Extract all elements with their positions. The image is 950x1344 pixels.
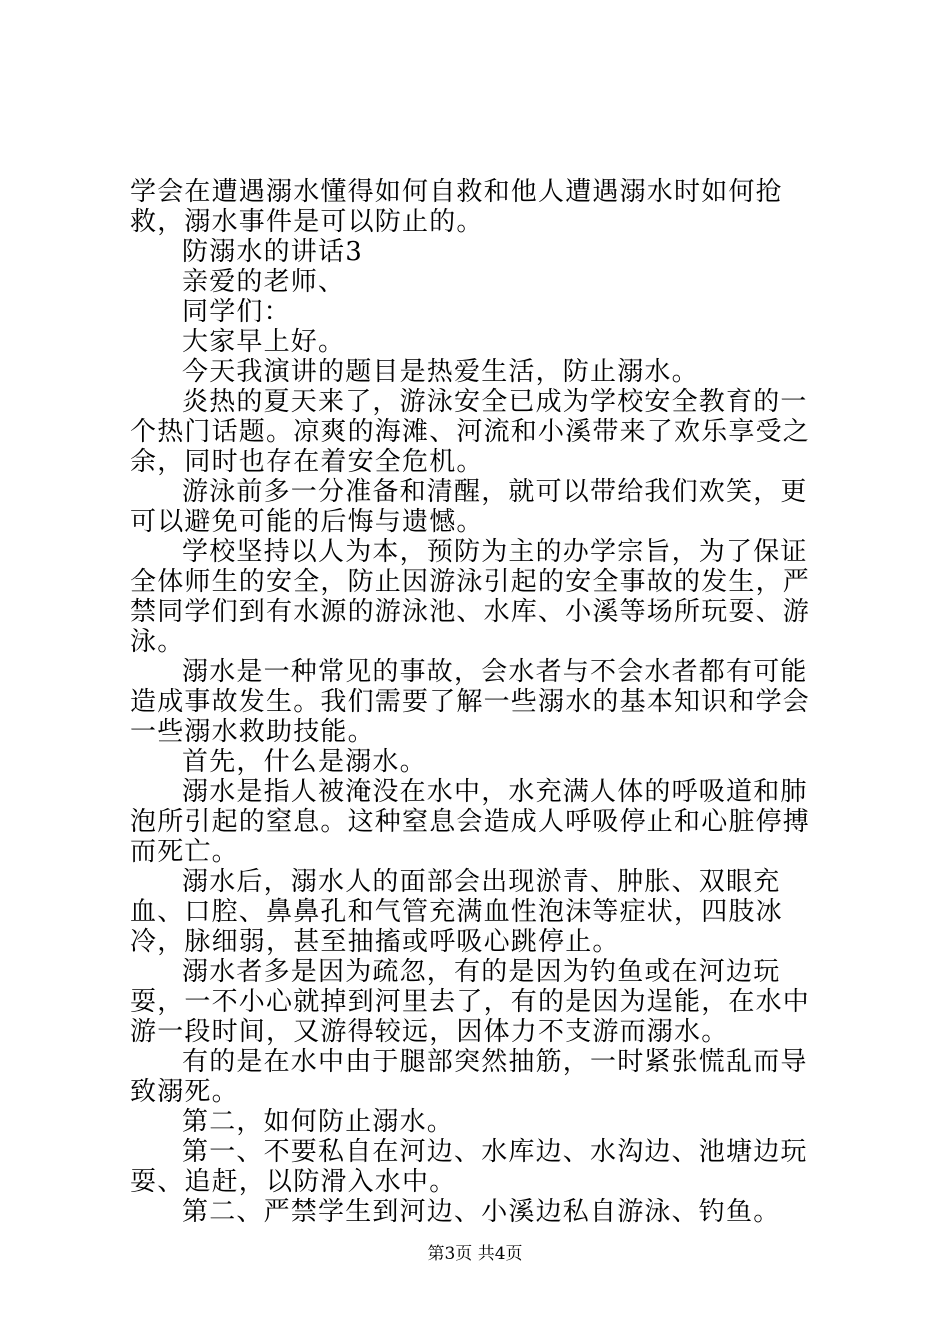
paragraph-4-salutation: 同学们：	[182, 297, 291, 327]
paragraph-13: 溺水后，溺水人的面部会出现淤青、肿胀、双眼充血、口腔、鼻鼻孔和气管充满血性泡沫等症状，四肢冰冷，脉细弱，甚至抽搐或呼吸心跳停止。	[130, 867, 783, 957]
paragraph-2-heading: 防溺水的讲话3	[182, 237, 363, 267]
page-footer	[0, 1243, 950, 1265]
paragraph-5-greeting: 大家早上好。	[182, 327, 346, 357]
paragraph-1: 学会在遭遇溺水懂得如何自救和他人遭遇溺水时如何抢救，溺水事件是可以防止的。	[130, 177, 783, 237]
document-body	[130, 177, 830, 1227]
paragraph-3-salutation: 亲爱的老师、	[182, 267, 346, 297]
paragraph-14: 溺水者多是因为疏忽，有的是因为钓鱼或在河边玩耍，一不小心就掉到河里去了，有的是因为逞能，在水中游一段时间，又游得较远，因体力不支游而溺水。	[130, 957, 811, 1047]
page-number-label: 第3页 共4页	[427, 1244, 523, 1264]
paragraph-16: 第二，如何防止溺水。	[182, 1107, 455, 1137]
paragraph-10: 溺水是一种常见的事故，会水者与不会水者都有可能造成事故发生。我们需要了解一些溺水的基本知识和学会一些溺水救助技能。	[130, 657, 811, 747]
paragraph-6: 今天我演讲的题目是热爱生活，防止溺水。	[182, 357, 699, 387]
paragraph-7: 炎热的夏天来了，游泳安全已成为学校安全教育的一个热门话题。凉爽的海滩、河流和小溪带来了欢乐享受之余，同时也存在着安全危机。	[130, 387, 811, 477]
paragraph-9: 学校坚持以人为本，预防为主的办学宗旨，为了保证全体师生的安全，防止因游泳引起的安全事故的发生，严禁同学们到有水源的游泳池、水库、小溪等场所玩耍、游泳。	[130, 537, 811, 657]
paragraph-11: 首先，什么是溺水。	[182, 747, 427, 777]
paragraph-15: 有的是在水中由于腿部突然抽筋，一时紧张慌乱而导致溺死。	[130, 1047, 808, 1107]
paragraph-12: 溺水是指人被淹没在水中，水充满人体的呼吸道和肺泡所引起的窒息。这种窒息会造成人呼吸停止和心脏停搏而死亡。	[130, 777, 811, 867]
paragraph-17: 第一、不要私自在河边、水库边、水沟边、池塘边玩耍、追赶，以防滑入水中。	[130, 1137, 808, 1197]
paragraph-18: 第二、严禁学生到河边、小溪边私自游泳、钓鱼。	[182, 1197, 781, 1227]
paragraph-8: 游泳前多一分准备和清醒，就可以带给我们欢笑，更可以避免可能的后悔与遗憾。	[130, 477, 808, 537]
